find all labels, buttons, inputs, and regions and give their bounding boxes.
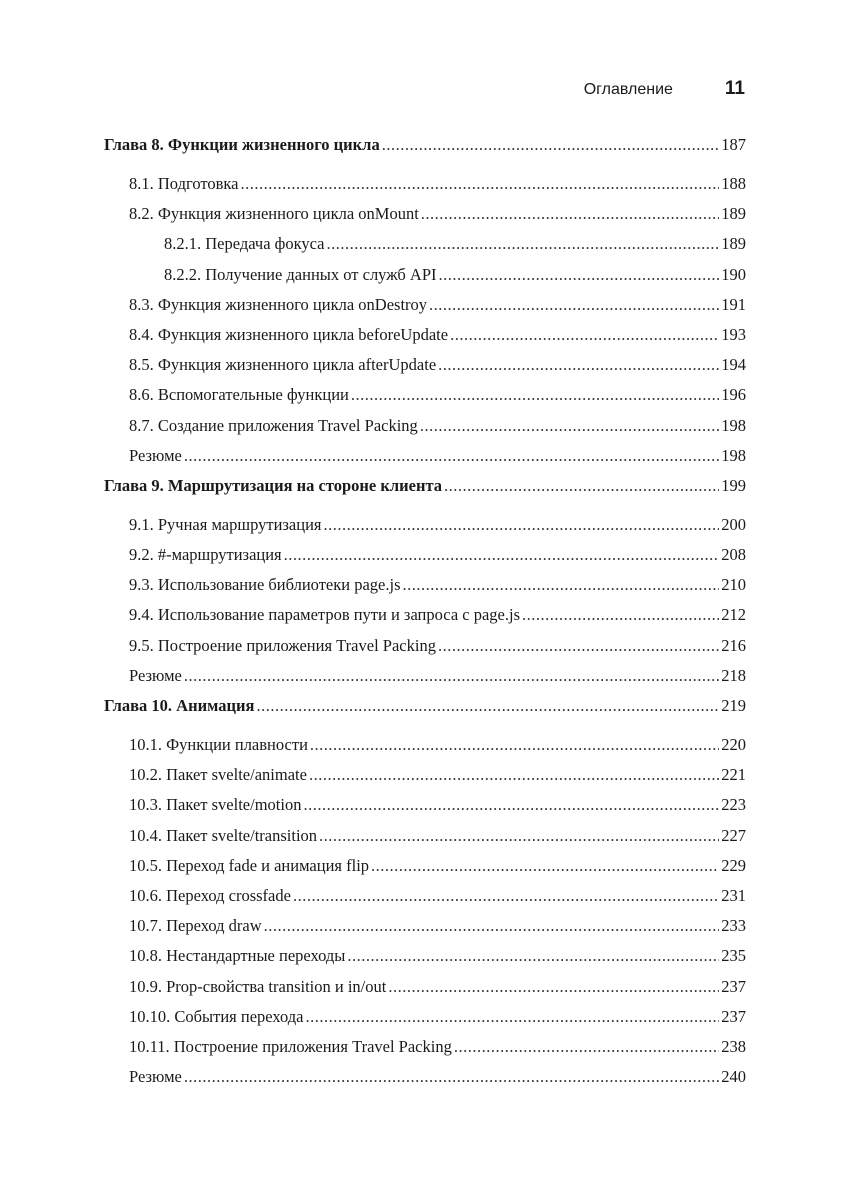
toc-section-row[interactable] <box>104 886 746 916</box>
toc-entry-page: 219 <box>721 696 746 715</box>
toc-entry-label: Глава 10. Анимация <box>104 696 255 715</box>
toc-dot-leader <box>293 886 719 906</box>
toc-entry-page: 210 <box>721 575 746 595</box>
toc-chapter-row[interactable] <box>104 696 746 735</box>
toc-section-row[interactable] <box>104 605 746 635</box>
toc-dot-leader <box>429 295 719 315</box>
toc-section-row[interactable] <box>104 234 746 264</box>
toc-entry-page: 199 <box>721 475 746 495</box>
toc-dot-leader <box>421 204 719 224</box>
toc-section-row[interactable] <box>104 735 746 765</box>
toc-entry-page: 240 <box>721 1067 746 1087</box>
toc-entry-label: 10.6. Переход crossfade <box>129 885 291 905</box>
toc-entry-page: 218 <box>721 665 746 685</box>
toc-dot-leader <box>309 765 719 785</box>
toc-entry-label: 8.7. Создание приложения Travel Packing <box>129 415 418 435</box>
toc-section-row[interactable] <box>104 977 746 1007</box>
toc-section-row[interactable] <box>104 826 746 856</box>
toc-section-row[interactable] <box>104 636 746 666</box>
toc-entry-label: 10.5. Переход fade и анимация flip <box>129 855 370 875</box>
toc-entry-page: 229 <box>721 855 746 875</box>
toc-section-row[interactable] <box>104 416 746 446</box>
toc-entry-page: 233 <box>721 916 746 936</box>
toc-entry-label: 10.3. Пакет svelte/motion <box>129 795 302 815</box>
toc-entry-page: 237 <box>721 1006 746 1026</box>
toc-section-row[interactable] <box>104 515 746 545</box>
toc-section-row[interactable] <box>104 174 746 204</box>
toc-entry-label: 9.4. Использование параметров пути и запроса с page.js <box>129 605 520 625</box>
page-number: 11 <box>724 78 745 99</box>
toc-section-row[interactable] <box>104 446 746 476</box>
toc-entry-label: 10.7. Переход draw <box>129 916 262 936</box>
toc-dot-leader <box>184 1067 719 1087</box>
toc-section-row[interactable] <box>104 325 746 355</box>
toc-entry-page: 193 <box>721 324 746 344</box>
toc-entry-label: 9.1. Ручная маршрутизация <box>129 514 322 534</box>
toc-dot-leader <box>256 696 719 716</box>
toc-dot-leader <box>420 416 719 436</box>
toc-dot-leader <box>319 826 719 846</box>
toc-dot-leader <box>444 476 719 496</box>
toc-entry-label: Резюме <box>129 445 182 465</box>
toc-dot-leader <box>324 515 720 535</box>
toc-entry-page: 220 <box>721 735 746 754</box>
table-of-contents <box>104 135 746 1097</box>
toc-entry-label: Резюме <box>129 1067 182 1087</box>
toc-entry-label: 9.3. Использование библиотеки page.js <box>129 575 401 595</box>
toc-section-row[interactable] <box>104 355 746 385</box>
toc-entry-label: 8.2.2. Получение данных от служб API <box>164 264 437 284</box>
toc-entry-page: 198 <box>721 445 746 465</box>
toc-dot-leader <box>388 977 719 997</box>
toc-entry-page: 223 <box>721 795 746 815</box>
toc-entry-label: 10.10. События перехода <box>129 1006 304 1026</box>
toc-section-row[interactable] <box>104 765 746 795</box>
toc-section-row[interactable] <box>104 1067 746 1097</box>
toc-entry-page: 198 <box>721 415 746 435</box>
toc-dot-leader <box>403 575 720 595</box>
toc-entry-label: 8.1. Подготовка <box>129 174 239 193</box>
toc-dot-leader <box>310 735 719 755</box>
toc-entry-page: 208 <box>721 545 746 565</box>
toc-entry-label: Глава 8. Функции жизненного цикла <box>104 135 380 154</box>
toc-section-row[interactable] <box>104 385 746 415</box>
toc-entry-page: 221 <box>721 765 746 785</box>
toc-dot-leader <box>240 174 719 194</box>
toc-section-row[interactable] <box>104 666 746 696</box>
toc-dot-leader <box>522 605 719 625</box>
running-title: Оглавление <box>583 81 673 98</box>
toc-dot-leader <box>347 946 719 966</box>
toc-entry-page: 189 <box>721 204 746 224</box>
toc-section-row[interactable] <box>104 1007 746 1037</box>
toc-entry-label: 8.2. Функция жизненного цикла onMount <box>129 204 419 224</box>
toc-dot-leader <box>326 234 719 254</box>
toc-entry-page: 191 <box>721 294 746 314</box>
toc-section-row[interactable] <box>104 795 746 825</box>
toc-entry-label: 8.6. Вспомогательные функции <box>129 385 349 405</box>
toc-section-row[interactable] <box>104 1037 746 1067</box>
toc-section-row[interactable] <box>104 946 746 976</box>
toc-dot-leader <box>454 1037 719 1057</box>
toc-entry-page: 231 <box>721 885 746 905</box>
toc-entry-page: 187 <box>721 135 746 154</box>
toc-entry-label: Резюме <box>129 665 182 685</box>
toc-entry-label: 10.4. Пакет svelte/transition <box>129 825 318 845</box>
toc-entry-page: 189 <box>721 234 746 254</box>
toc-entry-label: 8.3. Функция жизненного цикла onDestroy <box>129 294 428 314</box>
toc-section-row[interactable] <box>104 575 746 605</box>
toc-dot-leader <box>382 135 720 155</box>
toc-entry-page: 216 <box>721 635 746 655</box>
toc-section-row[interactable] <box>104 545 746 575</box>
toc-entry-label: 8.4. Функция жизненного цикла beforeUpdate <box>129 324 449 344</box>
toc-entry-label: 9.5. Построение приложения Travel Packing <box>129 635 436 655</box>
toc-dot-leader <box>303 795 719 815</box>
toc-section-row[interactable] <box>104 856 746 886</box>
toc-dot-leader <box>264 916 720 936</box>
running-head <box>584 78 745 100</box>
toc-dot-leader <box>184 446 719 466</box>
toc-entry-page: 190 <box>721 264 746 284</box>
toc-entry-label: Глава 9. Маршрутизация на стороне клиента <box>104 475 443 495</box>
toc-entry-label: 8.5. Функция жизненного цикла afterUpdate <box>129 355 437 375</box>
toc-entry-page: 194 <box>721 355 746 375</box>
toc-entry-page: 235 <box>721 946 746 966</box>
toc-entry-label: 10.8. Нестандартные переходы <box>129 946 346 966</box>
toc-entry-page: 200 <box>721 514 746 534</box>
toc-chapter-row[interactable] <box>104 476 746 515</box>
toc-entry-page: 238 <box>721 1036 746 1056</box>
toc-dot-leader <box>306 1007 720 1027</box>
toc-entry-label: 8.2.1. Передача фокуса <box>164 234 325 254</box>
toc-section-row[interactable] <box>104 204 746 234</box>
toc-section-row[interactable] <box>104 265 746 295</box>
toc-dot-leader <box>371 856 719 876</box>
toc-entry-label: 10.2. Пакет svelte/animate <box>129 765 307 785</box>
toc-entry-page: 227 <box>721 825 746 845</box>
toc-entry-page: 196 <box>721 385 746 405</box>
toc-entry-label: 10.11. Построение приложения Travel Packing <box>129 1036 452 1056</box>
toc-entry-label: 10.1. Функции плавности <box>129 735 308 754</box>
toc-dot-leader <box>284 545 720 565</box>
toc-dot-leader <box>439 265 720 285</box>
toc-chapter-row[interactable] <box>104 135 746 174</box>
toc-section-row[interactable] <box>104 916 746 946</box>
toc-section-row[interactable] <box>104 295 746 325</box>
toc-entry-label: 9.2. #-маршрутизация <box>129 545 282 565</box>
toc-dot-leader <box>450 325 719 345</box>
toc-entry-page: 212 <box>721 605 746 625</box>
toc-dot-leader <box>351 385 719 405</box>
toc-entry-label: 10.9. Prop-свойства transition и in/out <box>129 976 387 996</box>
toc-dot-leader <box>184 666 719 686</box>
toc-entry-page: 188 <box>721 174 746 193</box>
toc-entry-page: 237 <box>721 976 746 996</box>
toc-dot-leader <box>438 636 719 656</box>
toc-dot-leader <box>438 355 719 375</box>
